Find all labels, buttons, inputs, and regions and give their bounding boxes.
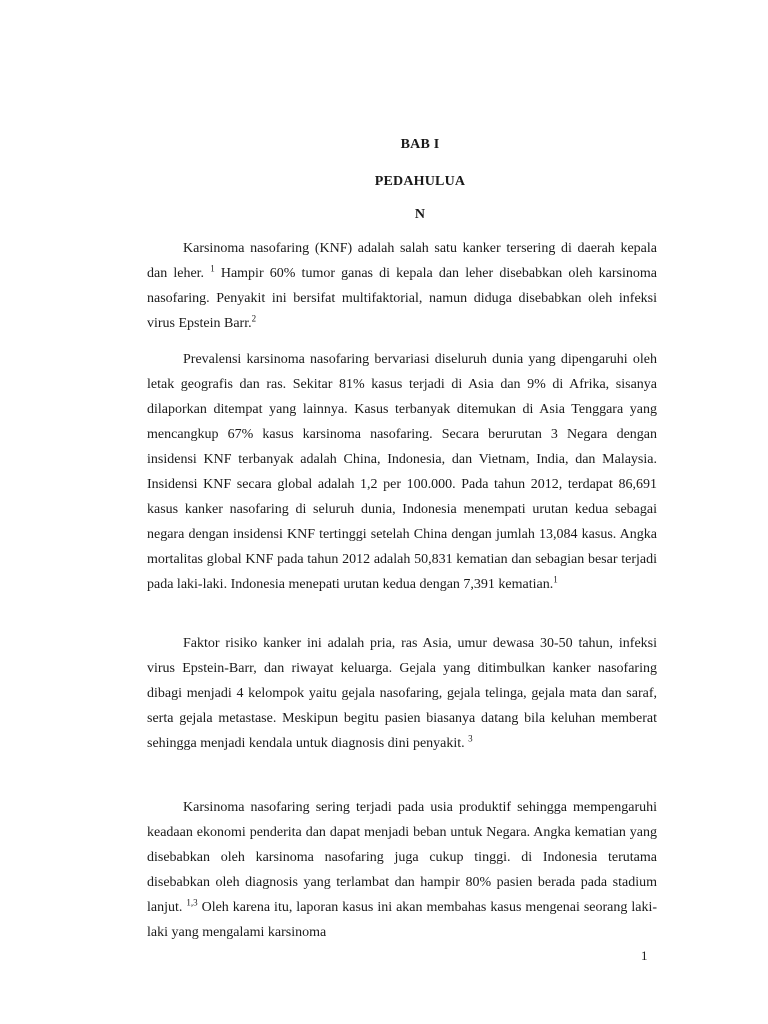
paragraph-text: Karsinoma nasofaring sering terjadi pada usia produktif sehingga mempengaruhi keadaan ekonomi penderita dan dapat menjadi beban untuk Negara. Angka kematian yang disebabkan oleh karsinoma nasofaring juga cukup tinggi. di Indonesia terutama disebabkan oleh diagnosis yang terlambat dan hampir 80% pasien berada pada stadium lanjut. bbox=[147, 800, 657, 915]
citation-superscript: 2 bbox=[251, 313, 257, 324]
paragraph-impact bbox=[147, 795, 657, 945]
paragraph-text: Faktor risiko kanker ini adalah pria, ras Asia, umur dewasa 30-50 tahun, infeksi virus Epstein-Barr, dan riwayat keluarga. Gejala yang ditimbulkan kanker nasofaring dibagi menjadi 4 kelompok yaitu gejala nasofaring, gejala telinga, gejala mata dan saraf, serta gejala metastase. Meskipun begitu pasien biasanya datang bila keluhan memberat sehingga menjadi kendala untuk diagnosis dini penyakit. bbox=[147, 636, 657, 751]
paragraph-text: Prevalensi karsinoma nasofaring bervariasi diseluruh dunia yang dipengaruhi oleh letak geografis dan ras. Sekitar 81% kasus terjadi di Asia dan 9% di Afrika, sisanya dilaporkan ditempat yang lainnya. Kasus terbanyak ditemukan di Asia Tenggara yang mencangkup 67% kasus karsinoma nasofaring. Secara berurutan 3 Negara dengan insidensi KNF terbanyak adalah China, Indonesia, dan Vietnam, India, dan Malaysia. Insidensi KNF secara global adalah 1,2 per 100.000. Pada tahun 2012, terdapat 86,691 kasus kanker nasofaring di seluruh dunia, Indonesia menempati urutan kedua sebagai negara dengan insidensi KNF tertinggi setelah China dengan jumlah 13,084 kasus. Angka mortalitas global KNF pada tahun 2012 adalah 50,831 kematian dan sebagian besar terjadi pada laki-laki. Indonesia menepati urutan kedua dengan 7,391 kematian. bbox=[147, 352, 657, 592]
chapter-title-line-1: PEDAHULUA bbox=[374, 174, 466, 189]
citation-superscript: 1,3 bbox=[186, 897, 198, 908]
page-number: 1 bbox=[641, 948, 648, 963]
paragraph-text: Hampir 60% tumor ganas di kepala dan leher disebabkan oleh karsinoma nasofaring. Penyakit ini bersifat multifaktorial, namun diduga disebabkan oleh infeksi virus Epstein Barr. bbox=[147, 266, 657, 331]
citation-superscript: 3 bbox=[468, 733, 473, 744]
paragraph-text: Oleh karena itu, laporan kasus ini akan membahas kasus mengenai seorang laki-laki yang mengalami karsinoma bbox=[147, 900, 657, 940]
chapter-heading: BAB I bbox=[400, 137, 440, 152]
paragraph-introduction bbox=[147, 236, 657, 336]
citation-superscript: 1 bbox=[553, 574, 558, 585]
paragraph-risk-factors bbox=[147, 631, 657, 756]
chapter-title-line-2: N bbox=[414, 207, 426, 222]
citation-superscript: 1 bbox=[210, 263, 215, 274]
paragraph-text: Karsinoma nasofaring (KNF) adalah salah satu kanker tersering di daerah kepala dan leher. bbox=[147, 241, 657, 281]
paragraph-prevalence bbox=[147, 347, 657, 597]
